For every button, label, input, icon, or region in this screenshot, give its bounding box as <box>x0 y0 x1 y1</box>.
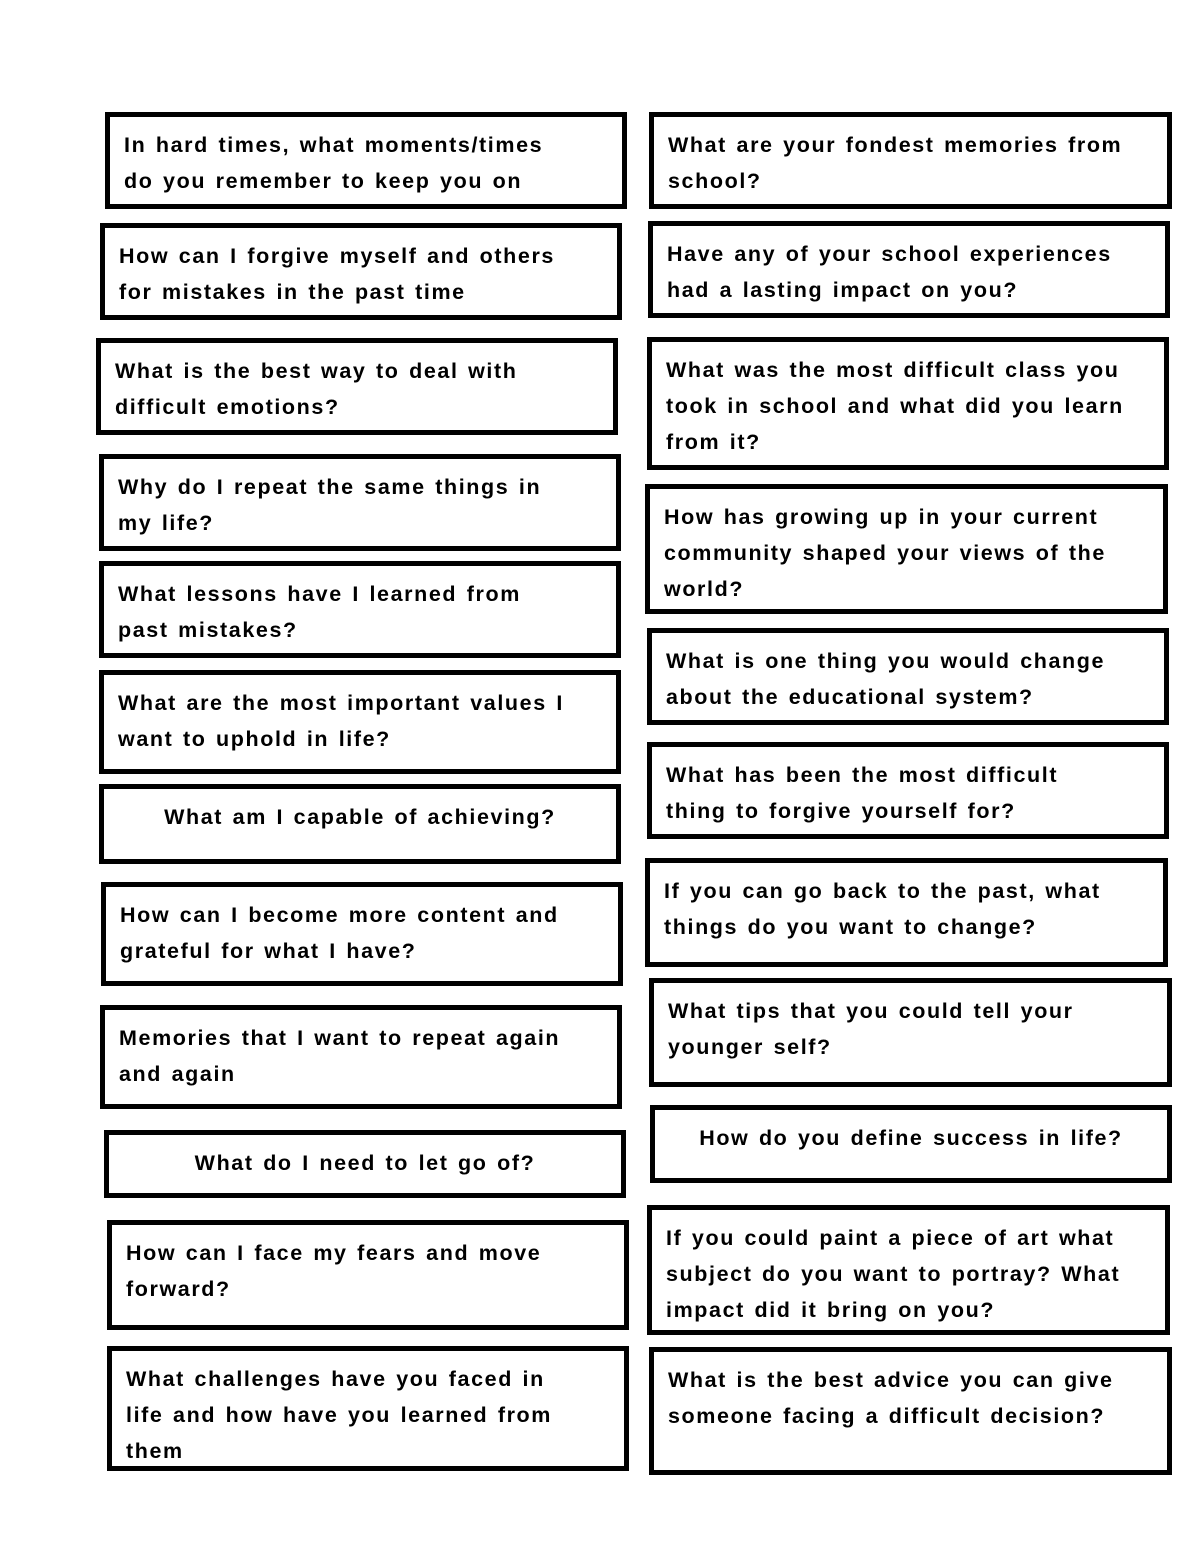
question-card: Why do I repeat the same things in my life? <box>99 454 621 551</box>
question-card: What lessons have I learned from past mistakes? <box>99 561 621 658</box>
question-card: What is the best way to deal with difficult emotions? <box>96 338 618 435</box>
question-card: What do I need to let go of? <box>104 1130 626 1198</box>
question-card: How do you define success in life? <box>650 1105 1172 1183</box>
question-card: What challenges have you faced in life and how have you learned from them <box>107 1346 629 1471</box>
question-card: How can I become more content and grateful for what I have? <box>101 882 623 986</box>
question-card: How has growing up in your current community shaped your views of the world? <box>645 484 1168 614</box>
question-card: What are your fondest memories from school? <box>649 112 1172 209</box>
question-card: In hard times, what moments/times do you remember to keep you on <box>105 112 627 209</box>
question-card: What is one thing you would change about the educational system? <box>647 628 1169 725</box>
question-card: How can I face my fears and move forward? <box>107 1220 629 1330</box>
question-card: What has been the most difficult thing to forgive yourself for? <box>647 742 1169 839</box>
question-card: What is the best advice you can give someone facing a difficult decision? <box>649 1347 1172 1475</box>
question-card: Have any of your school experiences had a lasting impact on you? <box>648 221 1170 318</box>
question-card: Memories that I want to repeat again and again <box>100 1005 622 1109</box>
question-card: How can I forgive myself and others for mistakes in the past time <box>100 223 622 320</box>
question-card: If you could paint a piece of art what subject do you want to portray? What impact did it bring on you? <box>647 1205 1170 1335</box>
question-card: What tips that you could tell your younger self? <box>649 978 1172 1087</box>
question-card: If you can go back to the past, what things do you want to change? <box>645 858 1168 967</box>
question-card: What am I capable of achieving? <box>99 784 621 864</box>
question-card: What are the most important values I want to uphold in life? <box>99 670 621 774</box>
question-card: What was the most difficult class you took in school and what did you learn from it? <box>647 337 1169 470</box>
